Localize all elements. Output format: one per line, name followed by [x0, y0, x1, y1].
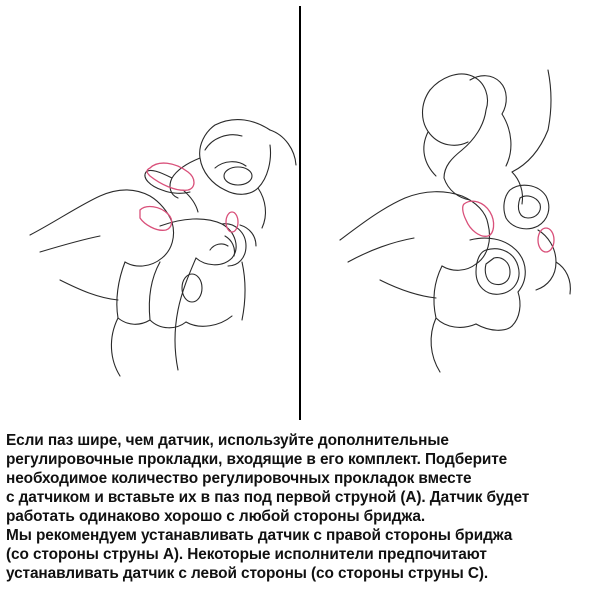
caption-line: с датчиком и вставьте их в паз под первой струной (А). Датчик будет [6, 489, 530, 506]
caption-line: работать одинаково хорошо с любой стороны бриджа. [6, 508, 426, 525]
caption-line: регулировочные прокладки, входящие в его комплект. Подберите [6, 451, 508, 468]
caption-line: устанавливать датчик с левой стороны (со стороны струны С). [6, 565, 489, 582]
caption-line: (со стороны струны А). Некоторые исполнители предпочитают [6, 546, 487, 563]
caption-line: Если паз шире, чем датчик, используйте дополнительные [6, 432, 449, 449]
caption-line: необходимое количество регулировочных прокладок вместе [6, 470, 472, 487]
instruction-caption [6, 431, 586, 583]
caption-line: Мы рекомендуем устанавливать датчик с правой стороны бриджа [6, 527, 513, 544]
